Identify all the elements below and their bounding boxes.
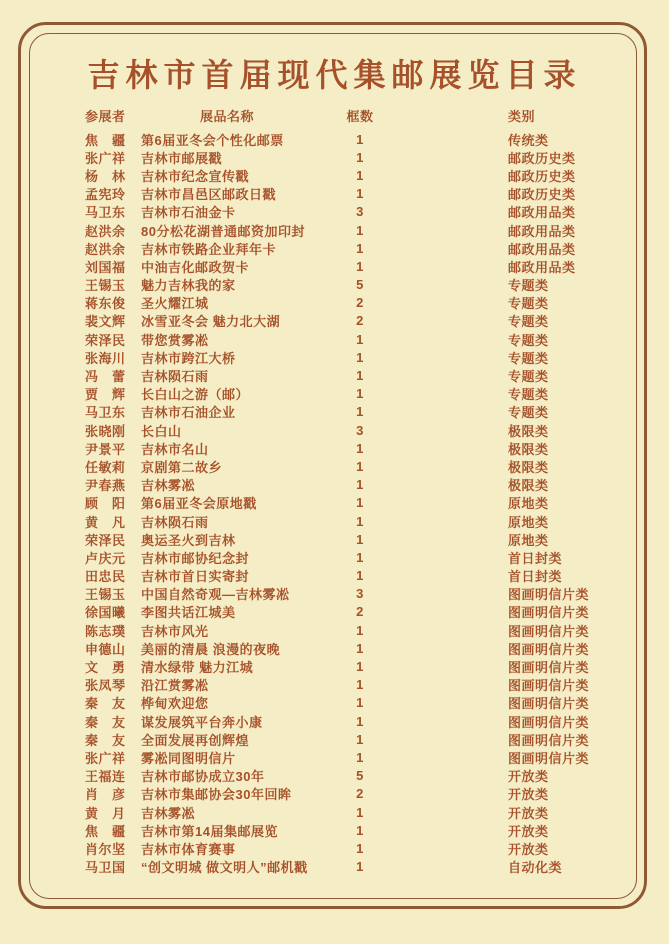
- cell-frames: 1: [356, 240, 364, 256]
- cell-exhibit: 魅力吉林我的家: [141, 278, 236, 294]
- cell-exhibit: 中国自然奇观—吉林雾凇: [141, 587, 290, 603]
- cell-category: 开放类: [508, 805, 549, 821]
- table-row: [0, 767, 669, 785]
- table-row: [0, 494, 669, 512]
- cell-category: 极限类: [508, 459, 549, 475]
- cell-exhibitor: 秦 友: [85, 696, 126, 712]
- cell-category: 邮政历史类: [508, 168, 576, 184]
- cell-exhibitor: 张海川: [85, 350, 126, 366]
- table-row: [0, 530, 669, 548]
- cell-category: 邮政历史类: [508, 187, 576, 203]
- table-row: [0, 348, 669, 366]
- cell-category: 专题类: [508, 387, 549, 403]
- cell-exhibit: 吉林市石油企业: [141, 405, 236, 421]
- cell-exhibitor: 田忠民: [85, 569, 126, 585]
- cell-category: 开放类: [508, 769, 549, 785]
- table-row: [0, 548, 669, 566]
- table-row: [0, 366, 669, 384]
- table-row: [0, 403, 669, 421]
- cell-exhibit: 第6届亚冬会原地戳: [141, 496, 257, 512]
- table-row: [0, 221, 669, 239]
- cell-exhibit: 吉林市风光: [141, 623, 209, 639]
- cell-frames: 1: [356, 477, 364, 493]
- table-row: [0, 385, 669, 403]
- cell-frames: 1: [356, 258, 364, 274]
- cell-exhibitor: 赵洪余: [85, 223, 126, 239]
- cell-exhibitor: 张广祥: [85, 150, 126, 166]
- table-header-row: [0, 106, 669, 124]
- cell-exhibitor: 肖 彦: [85, 787, 126, 803]
- cell-exhibit: 沿江赏雾凇: [141, 678, 209, 694]
- catalog-rows: [0, 130, 669, 876]
- cell-exhibitor: 王福连: [85, 769, 126, 785]
- cell-category: 首日封类: [508, 569, 563, 585]
- cell-exhibitor: 文 勇: [85, 660, 126, 676]
- cell-exhibit: 80分松花湖普通邮资加印封: [141, 223, 305, 239]
- cell-exhibit: 美丽的清晨 浪漫的夜晚: [141, 641, 281, 657]
- cell-category: 邮政用品类: [508, 223, 576, 239]
- cell-category: 原地类: [508, 514, 549, 530]
- cell-category: 传统类: [508, 132, 549, 148]
- cell-frames: 5: [356, 768, 364, 784]
- page-title: 吉林市首届现代集邮展览目录: [87, 57, 582, 93]
- table-row: [0, 185, 669, 203]
- cell-exhibitor: 秦 友: [85, 714, 126, 730]
- cell-exhibit: 全面发展再创辉煌: [141, 732, 250, 748]
- table-row: [0, 457, 669, 475]
- cell-frames: 1: [356, 368, 364, 384]
- table-row: [0, 257, 669, 275]
- table-row: [0, 785, 669, 803]
- cell-exhibit: 李图共话江城美: [141, 605, 236, 621]
- cell-exhibitor: 王锡玉: [85, 278, 126, 294]
- cell-exhibitor: 刘国福: [85, 259, 126, 275]
- header-frames: 框数: [346, 108, 374, 124]
- cell-category: 图画明信片类: [508, 732, 590, 748]
- cell-frames: 3: [356, 422, 364, 438]
- cell-exhibitor: 卢庆元: [85, 550, 126, 566]
- cell-exhibitor: 裴文辉: [85, 314, 126, 330]
- cell-frames: 3: [356, 204, 364, 220]
- table-row: [0, 748, 669, 766]
- cell-frames: 1: [356, 167, 364, 183]
- cell-frames: 1: [356, 804, 364, 820]
- cell-exhibit: 吉林雾凇: [141, 478, 196, 494]
- cell-category: 邮政用品类: [508, 259, 576, 275]
- table-row: [0, 476, 669, 494]
- cell-frames: 1: [356, 622, 364, 638]
- table-row: [0, 585, 669, 603]
- table-row: [0, 858, 669, 876]
- cell-exhibit: 中油吉化邮政贺卡: [141, 259, 250, 275]
- table-row: [0, 621, 669, 639]
- cell-exhibit: 长白山之游（邮）: [141, 387, 250, 403]
- cell-exhibitor: 陈志璞: [85, 623, 126, 639]
- cell-frames: 1: [356, 222, 364, 238]
- cell-exhibit: 吉林市邮协成立30年: [141, 769, 265, 785]
- cell-frames: 1: [356, 640, 364, 656]
- cell-category: 图画明信片类: [508, 641, 590, 657]
- cell-exhibit: 吉林雾凇: [141, 805, 196, 821]
- cell-frames: 1: [356, 349, 364, 365]
- cell-exhibit: 圣火耀江城: [141, 296, 209, 312]
- cell-exhibit: 吉林市邮协纪念封: [141, 550, 250, 566]
- cell-exhibitor: 马卫国: [85, 860, 126, 876]
- cell-frames: 1: [356, 131, 364, 147]
- table-row: [0, 294, 669, 312]
- table-row: [0, 676, 669, 694]
- cell-category: 图画明信片类: [508, 660, 590, 676]
- cell-frames: 1: [356, 440, 364, 456]
- cell-exhibitor: 肖尔坚: [85, 841, 126, 857]
- cell-exhibitor: 赵洪余: [85, 241, 126, 257]
- cell-category: 开放类: [508, 823, 549, 839]
- cell-category: 自动化类: [508, 860, 563, 876]
- table-row: [0, 603, 669, 621]
- header-exhibitor: 参展者: [85, 108, 126, 124]
- cell-category: 专题类: [508, 405, 549, 421]
- cell-exhibitor: 冯 蕾: [85, 369, 126, 385]
- table-row: [0, 166, 669, 184]
- cell-category: 专题类: [508, 332, 549, 348]
- cell-frames: 1: [356, 822, 364, 838]
- cell-frames: 1: [356, 404, 364, 420]
- cell-category: 专题类: [508, 278, 549, 294]
- cell-frames: 1: [356, 495, 364, 511]
- cell-exhibitor: 荣泽民: [85, 532, 126, 548]
- cell-exhibitor: 张广祥: [85, 750, 126, 766]
- table-row: [0, 821, 669, 839]
- cell-category: 开放类: [508, 841, 549, 857]
- cell-frames: 1: [356, 458, 364, 474]
- cell-frames: 1: [356, 568, 364, 584]
- cell-exhibitor: 黄 月: [85, 805, 126, 821]
- cell-category: 专题类: [508, 296, 549, 312]
- cell-category: 邮政用品类: [508, 205, 576, 221]
- cell-exhibitor: 张凤琴: [85, 678, 126, 694]
- header-exhibit: 展品名称: [200, 108, 255, 124]
- cell-frames: 5: [356, 277, 364, 293]
- cell-exhibitor: 徐国曦: [85, 605, 126, 621]
- table-row: [0, 712, 669, 730]
- cell-frames: 3: [356, 586, 364, 602]
- cell-exhibit: 吉林陨石雨: [141, 369, 209, 385]
- cell-exhibitor: 张晓刚: [85, 423, 126, 439]
- cell-frames: 2: [356, 313, 364, 329]
- cell-frames: 1: [356, 549, 364, 565]
- cell-exhibit: 桦甸欢迎您: [141, 696, 209, 712]
- cell-exhibitor: 孟宪玲: [85, 187, 126, 203]
- cell-exhibitor: 杨 林: [85, 168, 126, 184]
- table-row: [0, 512, 669, 530]
- cell-exhibitor: 王锡玉: [85, 587, 126, 603]
- cell-frames: 1: [356, 149, 364, 165]
- cell-category: 专题类: [508, 350, 549, 366]
- cell-category: 极限类: [508, 423, 549, 439]
- cell-exhibit: 吉林陨石雨: [141, 514, 209, 530]
- cell-exhibitor: 贾 辉: [85, 387, 126, 403]
- table-row: [0, 439, 669, 457]
- cell-exhibitor: 尹春燕: [85, 478, 126, 494]
- cell-frames: 1: [356, 695, 364, 711]
- cell-exhibit: 冰雪亚冬会 魅力北大湖: [141, 314, 281, 330]
- cell-exhibit: 雾凇同图明信片: [141, 750, 236, 766]
- cell-exhibitor: 黄 凡: [85, 514, 126, 530]
- cell-exhibit: 吉林市昌邑区邮政日戳: [141, 187, 277, 203]
- table-row: [0, 276, 669, 294]
- cell-exhibit: 吉林市名山: [141, 441, 209, 457]
- cell-frames: 1: [356, 713, 364, 729]
- cell-category: 开放类: [508, 787, 549, 803]
- table-row: [0, 730, 669, 748]
- cell-exhibit: 吉林市第14届集邮展览: [141, 823, 278, 839]
- cell-exhibit: 吉林市集邮协会30年回眸: [141, 787, 292, 803]
- cell-exhibit: 吉林市石油金卡: [141, 205, 236, 221]
- table-row: [0, 567, 669, 585]
- cell-exhibit: “创文明城 做文明人”邮机戳: [141, 860, 308, 876]
- cell-frames: 1: [356, 677, 364, 693]
- cell-exhibitor: 顾 阳: [85, 496, 126, 512]
- cell-category: 图画明信片类: [508, 587, 590, 603]
- table-row: [0, 330, 669, 348]
- cell-category: 图画明信片类: [508, 714, 590, 730]
- cell-category: 极限类: [508, 441, 549, 457]
- cell-category: 首日封类: [508, 550, 563, 566]
- cell-exhibitor: 焦 疆: [85, 132, 126, 148]
- cell-exhibitor: 秦 友: [85, 732, 126, 748]
- cell-exhibit: 吉林市跨江大桥: [141, 350, 236, 366]
- cell-exhibit: 奥运圣火到吉林: [141, 532, 236, 548]
- cell-exhibitor: 马卫东: [85, 405, 126, 421]
- cell-exhibit: 长白山: [141, 423, 182, 439]
- table-row: [0, 803, 669, 821]
- cell-frames: 2: [356, 786, 364, 802]
- cell-exhibitor: 申德山: [85, 641, 126, 657]
- cell-frames: 1: [356, 859, 364, 875]
- table-row: [0, 639, 669, 657]
- cell-frames: 2: [356, 295, 364, 311]
- cell-exhibit: 吉林市首日实寄封: [141, 569, 250, 585]
- table-row: [0, 130, 669, 148]
- cell-frames: 1: [356, 186, 364, 202]
- table-row: [0, 839, 669, 857]
- cell-frames: 1: [356, 386, 364, 402]
- cell-category: 图画明信片类: [508, 605, 590, 621]
- cell-category: 图画明信片类: [508, 696, 590, 712]
- cell-frames: 1: [356, 513, 364, 529]
- cell-category: 图画明信片类: [508, 678, 590, 694]
- cell-exhibit: 清水绿带 魅力江城: [141, 660, 254, 676]
- cell-exhibitor: 焦 疆: [85, 823, 126, 839]
- cell-exhibit: 吉林市邮展戳: [141, 150, 223, 166]
- cell-exhibitor: 蒋东俊: [85, 296, 126, 312]
- table-row: [0, 657, 669, 675]
- cell-frames: 1: [356, 331, 364, 347]
- table-row: [0, 203, 669, 221]
- cell-exhibit: 带您赏雾凇: [141, 332, 209, 348]
- cell-exhibitor: 荣泽民: [85, 332, 126, 348]
- cell-category: 邮政历史类: [508, 150, 576, 166]
- table-row: [0, 312, 669, 330]
- cell-exhibitor: 马卫东: [85, 205, 126, 221]
- cell-category: 专题类: [508, 369, 549, 385]
- cell-frames: 1: [356, 749, 364, 765]
- cell-exhibit: 京剧第二故乡: [141, 459, 223, 475]
- cell-exhibit: 吉林市体育赛事: [141, 841, 236, 857]
- cell-exhibit: 谋发展筑平台奔小康: [141, 714, 263, 730]
- cell-exhibit: 吉林市铁路企业拜年卡: [141, 241, 277, 257]
- cell-category: 原地类: [508, 496, 549, 512]
- cell-frames: 1: [356, 531, 364, 547]
- table-row: [0, 421, 669, 439]
- cell-frames: 1: [356, 659, 364, 675]
- cell-category: 原地类: [508, 532, 549, 548]
- table-row: [0, 148, 669, 166]
- cell-frames: 2: [356, 604, 364, 620]
- table-row: [0, 239, 669, 257]
- cell-frames: 1: [356, 731, 364, 747]
- cell-category: 专题类: [508, 314, 549, 330]
- cell-exhibitor: 任敏莉: [85, 459, 126, 475]
- cell-exhibit: 第6届亚冬会个性化邮票: [141, 132, 284, 148]
- cell-exhibit: 吉林市纪念宣传戳: [141, 168, 250, 184]
- cell-category: 极限类: [508, 478, 549, 494]
- cell-frames: 1: [356, 840, 364, 856]
- cell-category: 图画明信片类: [508, 623, 590, 639]
- cell-category: 邮政用品类: [508, 241, 576, 257]
- cell-exhibitor: 尹景平: [85, 441, 126, 457]
- table-row: [0, 694, 669, 712]
- cell-category: 图画明信片类: [508, 750, 590, 766]
- header-category: 类别: [508, 108, 536, 124]
